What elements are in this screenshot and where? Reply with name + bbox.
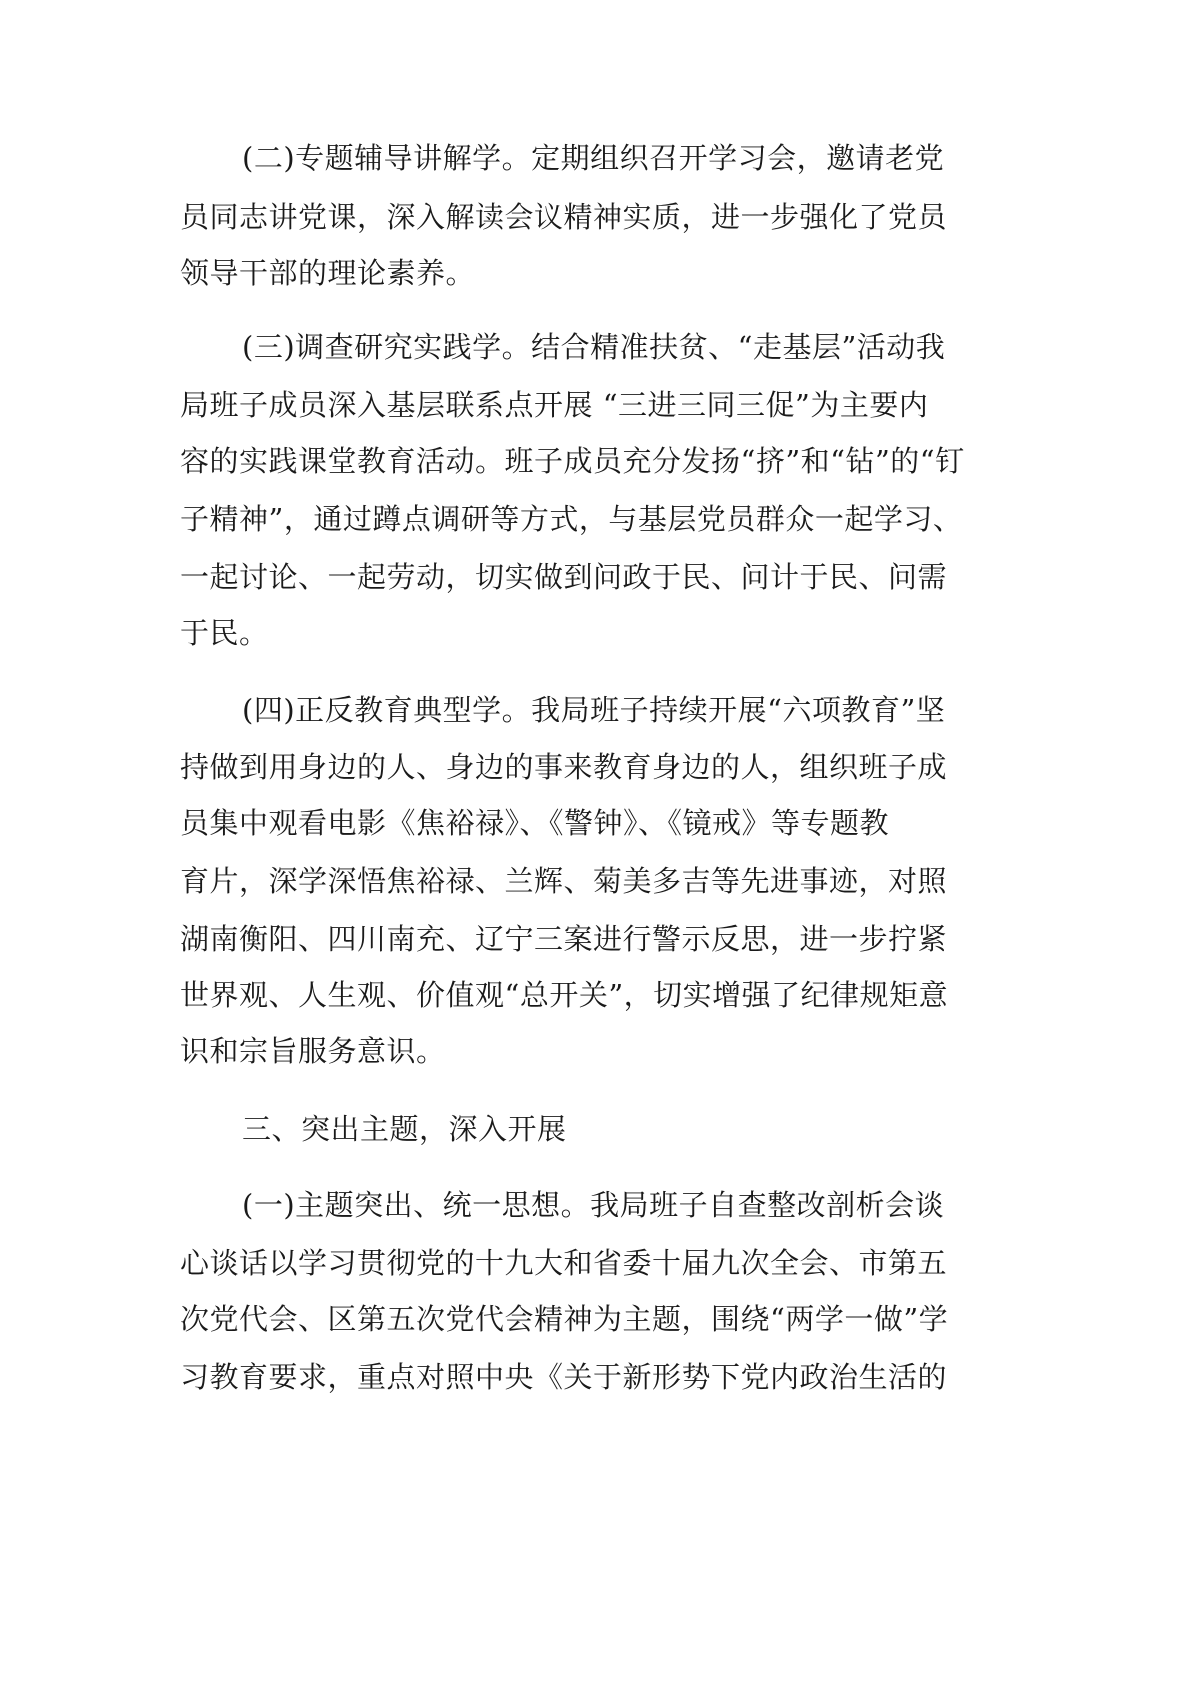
paragraph-2-line-2: 员同志讲党课，深入解读会议精神实质，进一步强化了党员 (180, 200, 948, 234)
paragraph-4-line-7: 识和宗旨服务意识。 (180, 1034, 446, 1068)
paragraph-3-line-6: 于民。 (180, 616, 269, 650)
paragraph-3-line-5: 一起讨论、一起劳动，切实做到问政于民、问计于民、问需 (180, 560, 948, 594)
paragraph-2-line-3: 领导干部的理论素养。 (180, 256, 476, 290)
section-3-heading: 三、突出主题，深入开展 (242, 1112, 567, 1146)
paragraph-4-line-6: 世界观、人生观、价值观“总开关”，切实增强了纪律规矩意 (180, 978, 949, 1012)
paragraph-3-line-1: (三)调查研究实践学。结合精准扶贫、“走基层”活动我 (242, 330, 946, 364)
paragraph-4-line-1: (四)正反教育典型学。我局班子持续开展“六项教育”坚 (242, 693, 946, 727)
paragraph-3-line-3: 容的实践课堂教育活动。班子成员充分发扬“挤”和“钻”的“钉 (180, 444, 965, 478)
paragraph-4-line-3: 员集中观看电影《焦裕禄》、《警钟》、《镜戒》等专题教 (180, 806, 890, 840)
paragraph-2-line-1: (二)专题辅导讲解学。定期组织召开学习会，邀请老党 (242, 141, 945, 175)
paragraph-5-line-1: (一)主题突出、统一思想。我局班子自查整改剖析会谈 (242, 1188, 945, 1222)
paragraph-4-line-2: 持做到用身边的人、身边的事来教育身边的人，组织班子成 (180, 750, 948, 784)
paragraph-5-line-2: 心谈话以学习贯彻党的十九大和省委十届九次全会、市第五 (180, 1246, 948, 1280)
paragraph-3-line-4: 子精神”，通过蹲点调研等方式，与基层党员群众一起学习、 (180, 502, 963, 536)
paragraph-4-line-5: 湖南衡阳、四川南充、辽宁三案进行警示反思，进一步拧紧 (180, 922, 948, 956)
paragraph-3-line-2: 局班子成员深入基层联系点开展 “三进三同三促”为主要内 (180, 388, 929, 422)
paragraph-5-line-4: 习教育要求，重点对照中央《关于新形势下党内政治生活的 (180, 1360, 948, 1394)
paragraph-4-line-4: 育片，深学深悟焦裕禄、兰辉、菊美多吉等先进事迹，对照 (180, 864, 948, 898)
paragraph-5-line-3: 次党代会、区第五次党代会精神为主题，围绕“两学一做”学 (180, 1302, 949, 1336)
